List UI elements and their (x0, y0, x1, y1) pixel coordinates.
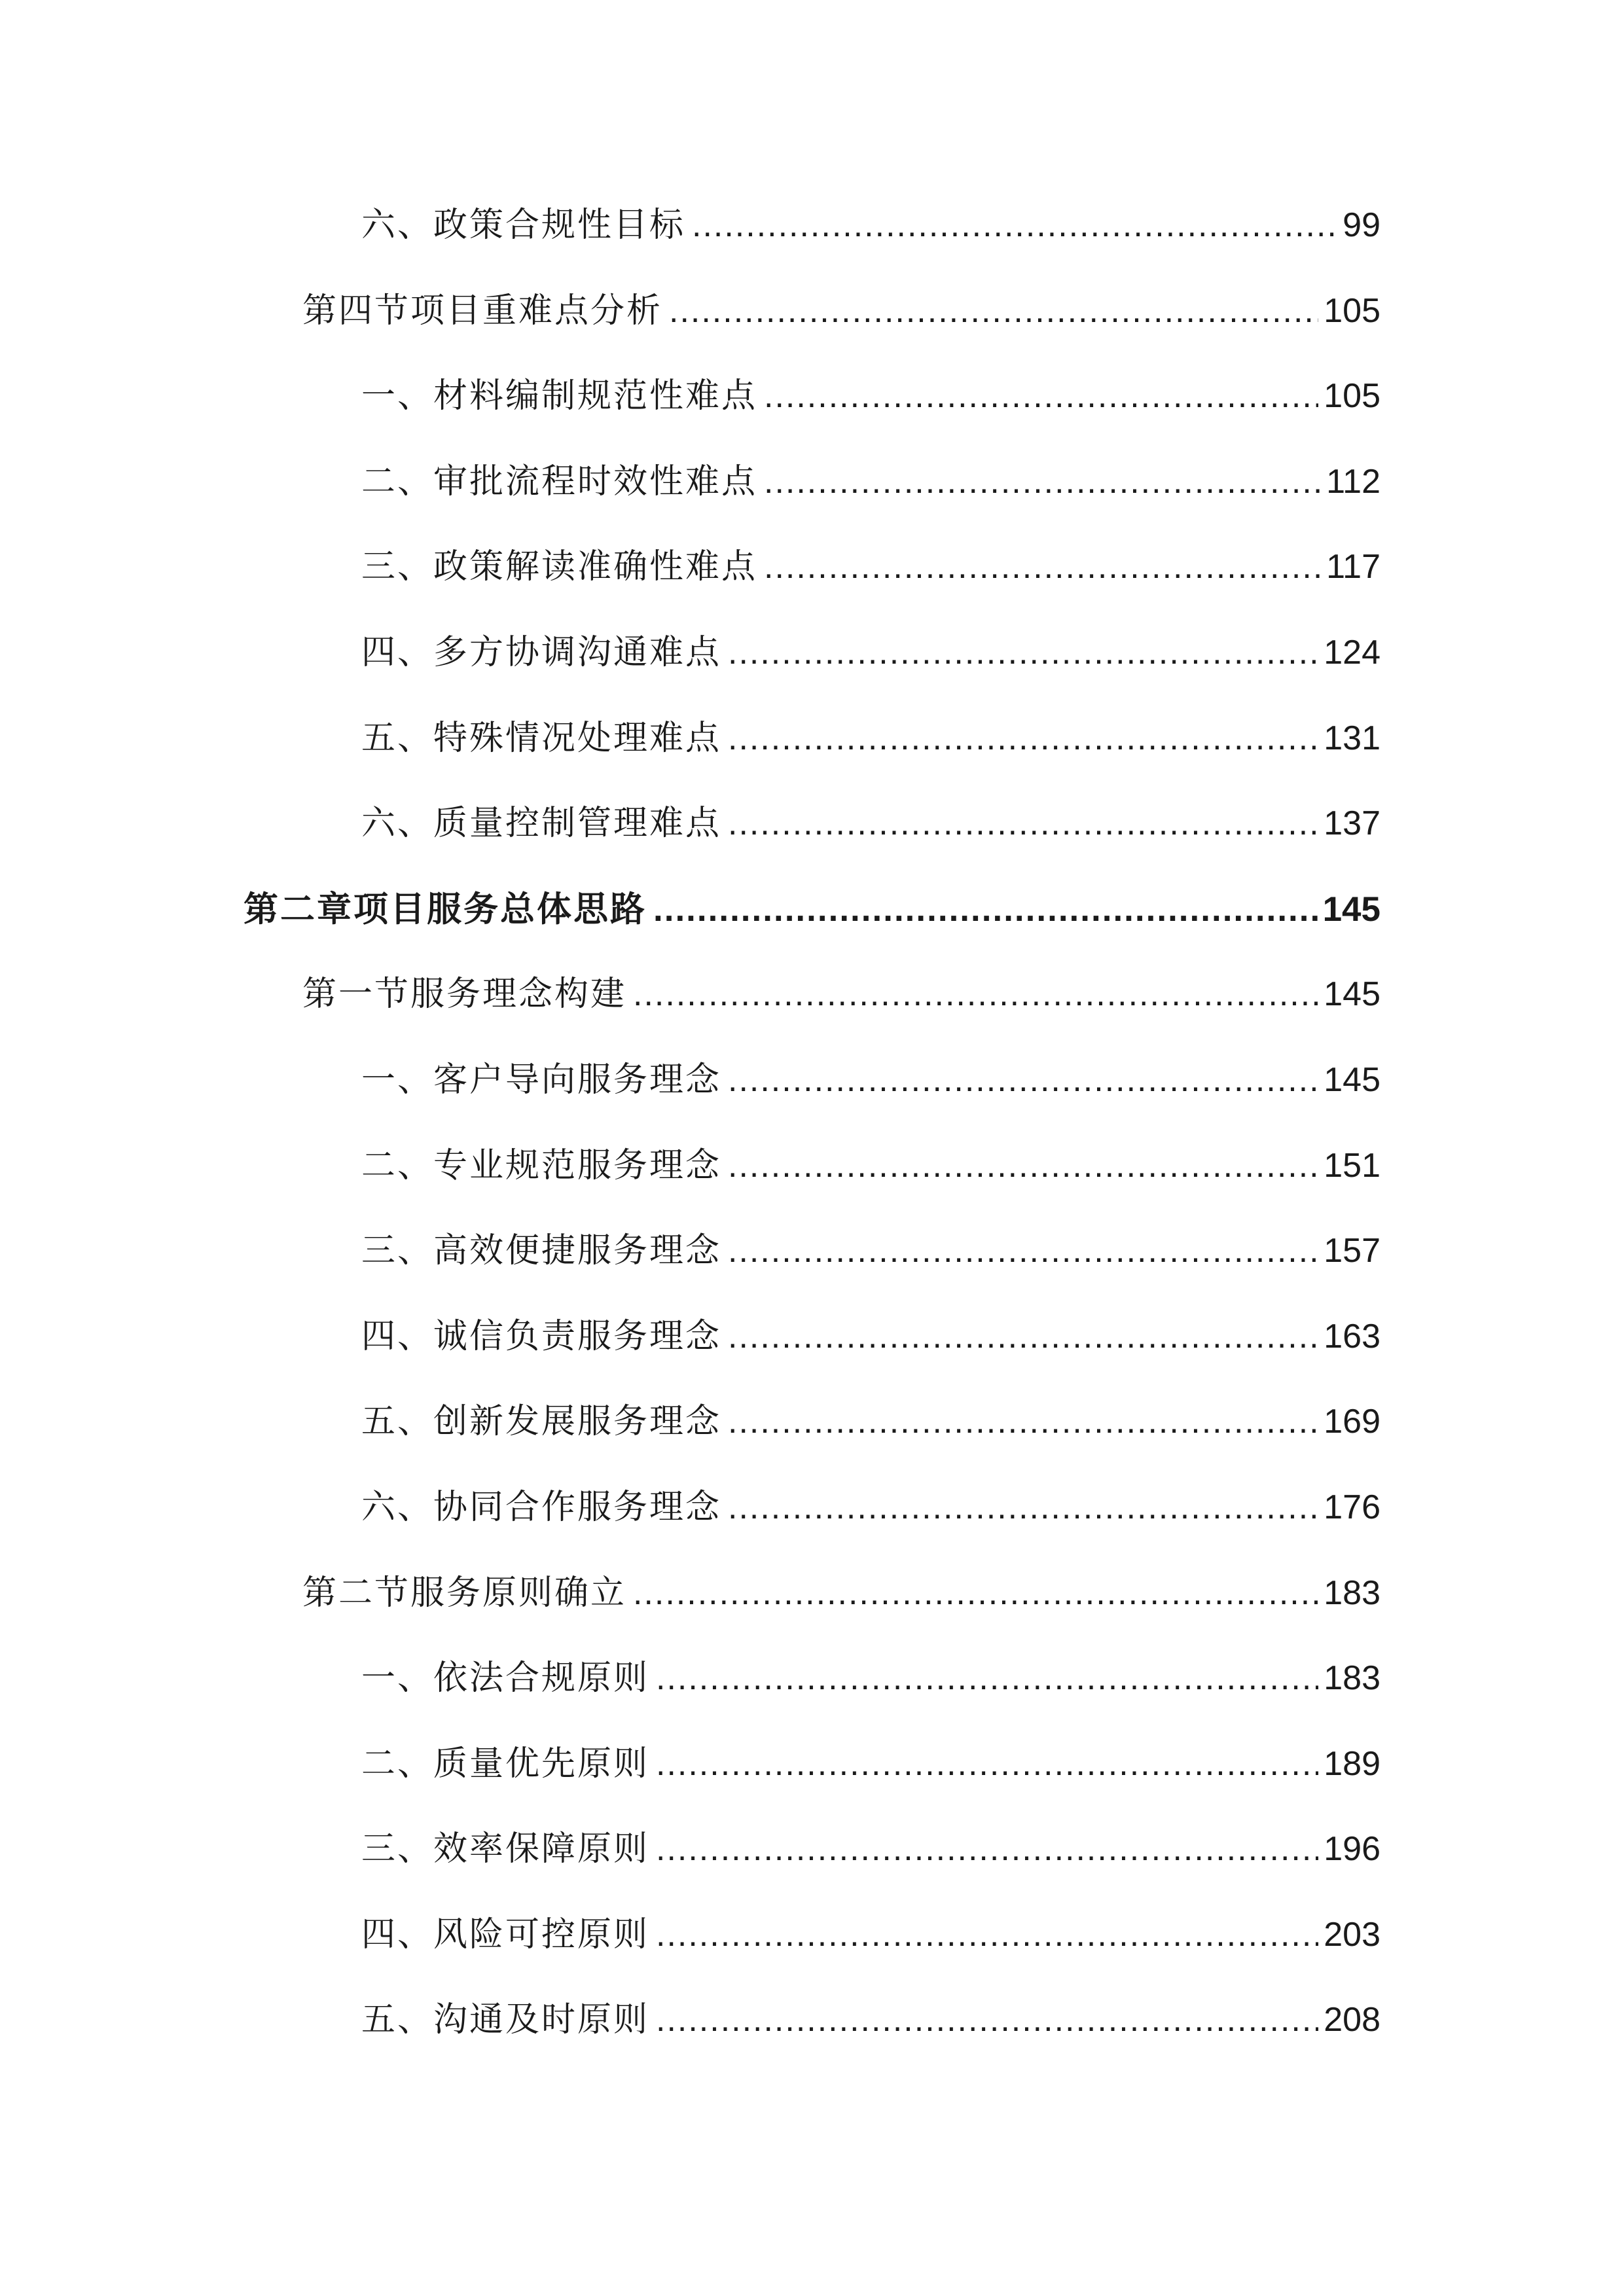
table-of-contents (0, 208, 1624, 2089)
toc-entry-label: 一、客户导向服务理念 (361, 1060, 722, 1100)
toc-entry-label: 四、风险可控原则 (361, 1914, 650, 1954)
toc-entry-label: 第四节项目重难点分析 (302, 291, 663, 331)
toc-entry-page: 117 (1326, 548, 1380, 586)
toc-entry-label: 五、创新发展服务理念 (361, 1402, 722, 1442)
toc-entry[interactable] (0, 1060, 1624, 1149)
toc-entry[interactable] (0, 632, 1624, 721)
toc-entry[interactable] (0, 1661, 1624, 1747)
toc-entry[interactable] (0, 1487, 1624, 1576)
toc-entry-page: 196 (1324, 1830, 1380, 1869)
toc-entry-label: 五、特殊情况处理难点 (361, 718, 722, 758)
toc-entry[interactable] (0, 547, 1624, 636)
toc-entry[interactable] (0, 1829, 1624, 1918)
toc-entry-label: 四、多方协调沟通难点 (361, 632, 722, 672)
toc-leader-dots (764, 465, 1321, 499)
toc-entry-label: 六、质量控制管理难点 (361, 804, 722, 844)
toc-entry-page: 208 (1324, 2001, 1380, 2039)
toc-entry-label: 三、效率保障原则 (361, 1829, 650, 1869)
toc-leader-dots (728, 1149, 1318, 1183)
toc-entry-label: 六、协同合作服务理念 (361, 1487, 722, 1527)
toc-entry-page: 183 (1324, 1573, 1380, 1612)
toc-entry-label: 二、质量优先原则 (361, 1744, 650, 1784)
toc-entry-page: 189 (1324, 1744, 1380, 1783)
toc-entry-page: 99 (1343, 206, 1380, 244)
toc-entry[interactable] (0, 291, 1624, 380)
toc-entry[interactable] (0, 1231, 1624, 1319)
toc-entry[interactable] (0, 1573, 1624, 1662)
toc-entry-page: 124 (1324, 633, 1380, 672)
toc-leader-dots (653, 892, 1318, 927)
toc-entry[interactable] (0, 977, 1624, 1063)
toc-entry-chapter[interactable] (0, 889, 1624, 978)
toc-entry-page: 151 (1324, 1146, 1380, 1185)
toc-leader-dots (728, 1490, 1318, 1524)
toc-entry-label: 一、依法合规原则 (361, 1659, 650, 1698)
toc-entry-page: 137 (1324, 804, 1380, 843)
toc-entry-label: 四、诚信负责服务理念 (361, 1316, 722, 1356)
toc-entry-label: 第二章项目服务总体思路 (244, 889, 647, 929)
toc-entry[interactable] (0, 1744, 1624, 1833)
toc-entry-page: 169 (1324, 1403, 1380, 1441)
toc-entry[interactable] (0, 461, 1624, 550)
toc-entry-page: 163 (1324, 1317, 1380, 1355)
toc-entry-label: 三、高效便捷服务理念 (361, 1231, 722, 1271)
toc-entry[interactable] (0, 208, 1624, 294)
toc-leader-dots (669, 294, 1318, 328)
toc-leader-dots (656, 1832, 1318, 1866)
toc-entry-page: 183 (1324, 1659, 1380, 1698)
toc-entry[interactable] (0, 718, 1624, 807)
toc-entry[interactable] (0, 1914, 1624, 2003)
toc-entry-label: 一、材料编制规范性难点 (361, 376, 758, 416)
toc-entry-label: 第二节服务原则确立 (302, 1573, 627, 1613)
toc-leader-dots (692, 208, 1337, 242)
toc-leader-dots (656, 1918, 1318, 1952)
toc-leader-dots (656, 1747, 1318, 1781)
toc-leader-dots (728, 721, 1318, 755)
toc-leader-dots (764, 379, 1318, 413)
toc-entry-page: 145 (1324, 1060, 1380, 1099)
toc-leader-dots (764, 550, 1321, 584)
toc-leader-dots (728, 1063, 1318, 1097)
toc-entry[interactable] (0, 1145, 1624, 1234)
toc-entry-label: 六、政策合规性目标 (361, 206, 686, 245)
toc-leader-dots (728, 1405, 1318, 1439)
toc-entry-page: 131 (1324, 719, 1380, 757)
toc-entry-page: 145 (1322, 889, 1380, 929)
toc-entry-page: 176 (1324, 1488, 1380, 1526)
toc-leader-dots (728, 1234, 1318, 1268)
toc-entry-page: 105 (1324, 291, 1380, 330)
toc-entry-label: 第一节服务理念构建 (302, 975, 627, 1014)
toc-entry[interactable] (0, 2000, 1624, 2089)
toc-entry-page: 203 (1324, 1915, 1380, 1954)
toc-entry[interactable] (0, 376, 1624, 465)
toc-entry[interactable] (0, 806, 1624, 892)
toc-leader-dots (728, 1319, 1318, 1354)
toc-entry-label: 三、政策解读准确性难点 (361, 547, 758, 587)
toc-entry-page: 157 (1324, 1232, 1380, 1270)
toc-entry-label: 五、沟通及时原则 (361, 2000, 650, 2040)
toc-entry[interactable] (0, 1402, 1624, 1490)
toc-leader-dots (656, 1661, 1318, 1695)
toc-leader-dots (656, 2003, 1318, 2037)
toc-entry[interactable] (0, 1316, 1624, 1405)
toc-leader-dots (728, 636, 1318, 670)
toc-entry-label: 二、专业规范服务理念 (361, 1145, 722, 1185)
toc-entry-page: 145 (1324, 975, 1380, 1014)
toc-entry-page: 105 (1324, 377, 1380, 416)
toc-entry-page: 112 (1326, 462, 1380, 501)
toc-leader-dots (728, 806, 1318, 840)
toc-leader-dots (633, 977, 1318, 1011)
toc-leader-dots (633, 1576, 1318, 1610)
toc-entry-label: 二、审批流程时效性难点 (361, 461, 758, 501)
